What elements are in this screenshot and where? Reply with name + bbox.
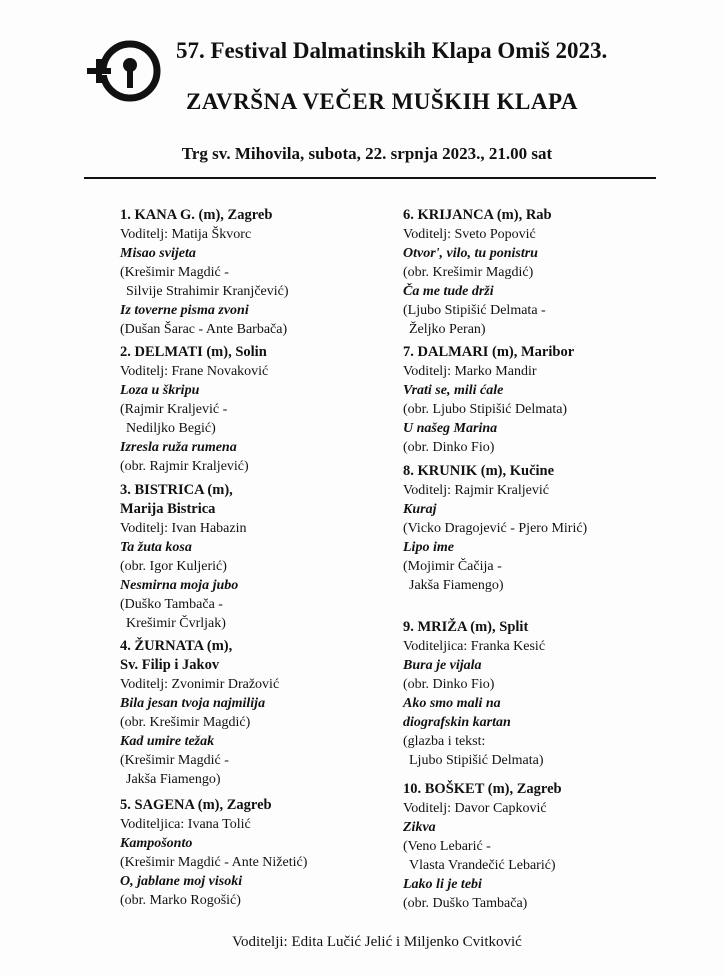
song-credits: (obr. Duško Tambača) — [403, 896, 528, 911]
klapa-entry — [403, 343, 693, 457]
song-credits: (Veno Lebarić - — [403, 839, 491, 854]
song-title: Kad umire težak — [120, 734, 215, 749]
klapa-name: 8. KRUNIK (m), Kučine — [403, 463, 555, 479]
klapa-name: 4. ŽURNATA (m), — [120, 638, 233, 654]
song-title: Lipo ime — [403, 540, 454, 555]
song-credits: Silvije Strahimir Kranjčević) — [126, 284, 289, 299]
song-credits: (obr. Krešimir Magdić) — [120, 715, 251, 730]
klapa-entry — [120, 343, 410, 476]
song-credits: (Dušan Šarac - Ante Barbača) — [120, 322, 288, 337]
song-credits: Željko Peran) — [409, 322, 486, 337]
song-title: Kuraj — [403, 502, 437, 517]
song-title: O, jablane moj visoki — [120, 874, 243, 889]
klapa-entry — [120, 796, 410, 910]
song-credits: (glazba i tekst: — [403, 734, 486, 749]
klapa-leader: Voditelj: Marko Mandir — [403, 364, 537, 379]
song-credits: (Rajmir Kraljević - — [120, 402, 228, 417]
song-title: Zikva — [403, 820, 436, 835]
divider — [84, 177, 656, 179]
song-title: Ča me tude drži — [403, 284, 494, 299]
song-credits: Ljubo Stipišić Delmata) — [409, 753, 544, 768]
klapa-leader: Voditelj: Sveto Popović — [403, 227, 536, 242]
klapa-name: 7. DALMARI (m), Maribor — [403, 344, 575, 360]
song-credits: Krešimir Čvrljak) — [126, 616, 226, 631]
klapa-entry — [403, 462, 693, 595]
klapa-leader: Voditelj: Rajmir Kraljević — [403, 483, 549, 498]
song-title: U našeg Marina — [403, 421, 498, 436]
song-title: Bura je vijala — [403, 658, 482, 673]
song-credits: Jakša Fiamengo) — [126, 772, 221, 787]
event-subtitle: ZAVRŠNA VEČER MUŠKIH KLAPA — [186, 89, 578, 114]
hosts-footer: Voditelji: Edita Lučić Jelić i Miljenko Cvitković — [232, 934, 522, 950]
song-credits: (obr. Marko Rogošić) — [120, 893, 241, 908]
klapa-leader: Voditelj: Ivan Habazin — [120, 521, 247, 536]
song-title: Vrati se, mili ćale — [403, 383, 504, 398]
song-credits: (Mojimir Čačija - — [403, 559, 502, 574]
klapa-leader: Voditelj: Zvonimir Dražović — [120, 677, 280, 692]
song-credits: (Krešimir Magdić - — [120, 753, 229, 768]
song-title: Bila jesan tvoja najmilija — [120, 696, 266, 711]
klapa-name: 5. SAGENA (m), Zagreb — [120, 797, 272, 813]
song-credits: (obr. Krešimir Magdić) — [403, 265, 534, 280]
klapa-entry — [403, 618, 693, 770]
klapa-leader: Voditelj: Matija Škvorc — [120, 227, 252, 242]
song-title: diografskin kartan — [403, 715, 511, 730]
festival-title: 57. Festival Dalmatinskih Klapa Omiš 2023. — [176, 38, 608, 63]
song-credits: (Vicko Dragojević - Pjero Mirić) — [403, 521, 588, 536]
klapa-entry — [403, 780, 693, 913]
song-credits: (obr. Igor Kuljerić) — [120, 559, 227, 574]
song-credits: Nediljko Begić) — [126, 421, 216, 436]
klapa-name: 2. DELMATI (m), Solin — [120, 344, 267, 360]
klapa-entry — [120, 637, 410, 789]
venue-date-time: Trg sv. Mihovila, subota, 22. srpnja 2023., 21.00 sat — [181, 144, 553, 163]
song-credits: Vlasta Vrandečić Lebarić) — [409, 858, 556, 873]
klapa-entry — [120, 206, 410, 339]
song-credits: (obr. Dinko Fio) — [403, 440, 495, 455]
song-credits: (Krešimir Magdić - Ante Nižetić) — [120, 855, 308, 870]
klapa-name: 1. KANA G. (m), Zagreb — [120, 207, 273, 223]
klapa-leader: Voditeljica: Franka Kesić — [403, 639, 546, 654]
klapa-name: 10. BOŠKET (m), Zagreb — [403, 781, 562, 797]
song-title: Misao svijeta — [120, 246, 196, 261]
song-credits: (Ljubo Stipišić Delmata - — [403, 303, 546, 318]
klapa-entry — [120, 481, 410, 633]
song-credits: (Duško Tambača - — [120, 597, 223, 612]
klapa-name: Marija Bistrica — [120, 501, 216, 517]
song-credits: Jakša Fiamengo) — [409, 578, 504, 593]
klapa-name: 6. KRIJANCA (m), Rab — [403, 207, 552, 223]
song-credits: (obr. Ljubo Stipišić Delmata) — [403, 402, 568, 417]
song-credits: (obr. Dinko Fio) — [403, 677, 495, 692]
song-credits: (obr. Rajmir Kraljević) — [120, 459, 249, 474]
song-credits: (Krešimir Magdić - — [120, 265, 229, 280]
klapa-leader: Voditelj: Davor Capković — [403, 801, 547, 816]
klapa-name: Sv. Filip i Jakov — [120, 657, 220, 673]
song-title: Ako smo mali na — [403, 696, 501, 711]
klapa-entry — [403, 206, 693, 339]
song-title: Nesmirna moja jubo — [120, 578, 239, 593]
song-title: Kampošonto — [120, 836, 193, 851]
klapa-leader: Voditelj: Frane Novaković — [120, 364, 269, 379]
song-title: Loza u škripu — [120, 383, 200, 398]
song-title: Ta žuta kosa — [120, 540, 192, 555]
song-title: Izresla ruža rumena — [120, 440, 237, 455]
klapa-name: 3. BISTRICA (m), — [120, 482, 233, 498]
klapa-name: 9. MRIŽA (m), Split — [403, 619, 529, 635]
klapa-leader: Voditeljica: Ivana Tolić — [120, 817, 251, 832]
song-title: Iz toverne pisma zvoni — [120, 303, 249, 318]
song-title: Lako li je tebi — [403, 877, 482, 892]
song-title: Otvor', vilo, tu ponistru — [403, 246, 538, 261]
